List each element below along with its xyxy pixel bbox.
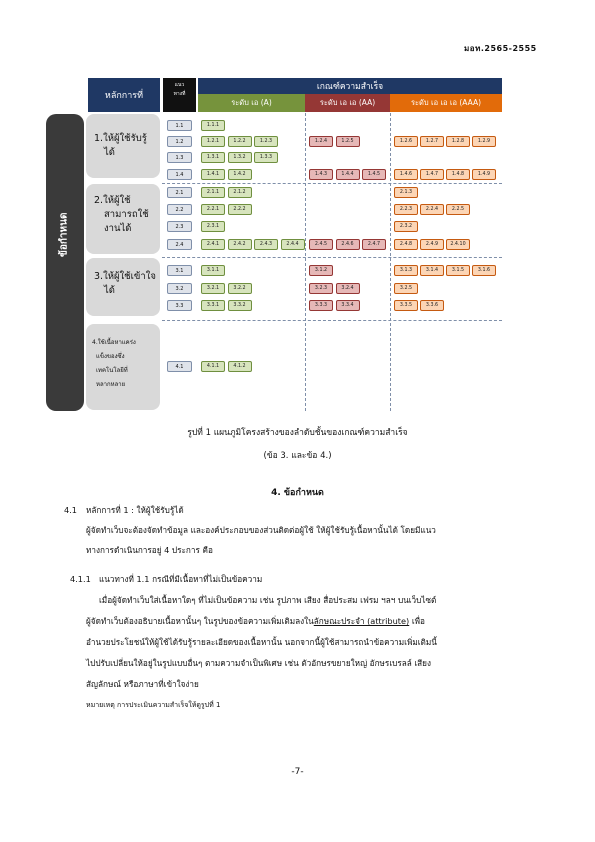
criterion-a-4-1-2: 4.1.2 [228,361,252,372]
criterion-aaa-2-4-10: 2.4.10 [446,239,470,250]
guideline-2-4: 2.4 [167,239,192,250]
principle-1-line2: ได้ [104,147,115,158]
criterion-aaa-1-2-9: 1.2.9 [472,136,496,147]
criterion-a-3-1-1: 3.1.1 [201,265,225,276]
guideline-1-1: 1.1 [167,120,192,131]
guideline-header-line1: แนว [174,82,185,88]
criterion-a-2-4-4: 2.4.4 [281,239,305,250]
paragraph-2-line1: เมื่อผู้จัดทำเว็บใส่เนื้อหาใดๆ ที่ไม่เป็นข้อความ เช่น รูปภาพ เสียง สื่อประสม เฟรม ฯลฯ บนเว็บไซต์ [99,595,437,605]
principle-3-box [86,258,160,316]
criterion-a-1-4-1: 1.4.1 [201,169,225,180]
criterion-aa-3-2-4: 3.2.4 [336,283,360,294]
criteria-header: เกณฑ์ความสำเร็จ [198,78,502,94]
criterion-aaa-1-2-6: 1.2.6 [394,136,418,147]
criterion-aaa-1-4-9: 1.4.9 [472,169,496,180]
criterion-a-1-2-1: 1.2.1 [201,136,225,147]
criterion-a-3-3-2: 3.3.2 [228,300,252,311]
paragraph-2-line5: สัญลักษณ์ หรือภาษาที่เข้าใจง่าย [86,679,199,689]
criterion-aaa-1-2-7: 1.2.7 [420,136,444,147]
criterion-aa-3-3-3: 3.3.3 [309,300,333,311]
criterion-aaa-2-2-3: 2.2.3 [394,204,418,215]
criterion-aaa-2-4-8: 2.4.8 [394,239,418,250]
level-a-header: ระดับ เอ (A) [198,94,305,112]
principle-3-line2: ได้ [104,285,115,296]
criterion-aaa-3-3-5: 3.3.5 [394,300,418,311]
principle-2-box [86,184,160,254]
subsection-number: 4.1 [64,505,78,515]
guideline-1-2: 1.2 [167,136,192,147]
principle-3-line1: 3.ให้ผู้ใช้เข้าใจ [94,271,156,282]
guideline-2-2: 2.2 [167,204,192,215]
subsubsection-number: 4.1.1 [70,574,91,584]
criterion-a-2-3-1: 2.3.1 [201,221,225,232]
principle-2-line1: 2.ให้ผู้ใช้ [94,195,131,206]
criterion-aaa-2-2-4: 2.2.4 [420,204,444,215]
paragraph-1-line1: ผู้จัดทำเว็บจะต้องจัดทำข้อมูล และองค์ประกอบของส่วนติดต่อผู้ใช้ ให้ผู้ใช้รับรู้เนื้อหานั้นได้ โดยมีแนว [86,525,436,535]
criterion-aa-2-4-6: 2.4.6 [336,239,360,250]
guideline-3-1: 3.1 [167,265,192,276]
criterion-a-2-2-1: 2.2.1 [201,204,225,215]
criterion-aa-1-4-4: 1.4.4 [336,169,360,180]
subsection-title: หลักการที่ 1 : ให้ผู้ใช้รับรู้ได้ [86,505,184,515]
criterion-aa-3-1-2: 3.1.2 [309,265,333,276]
criterion-aaa-3-1-3: 3.1.3 [394,265,418,276]
section-title: 4. ข้อกำหนด [271,488,324,498]
criterion-a-1-3-3: 1.3.3 [254,152,278,163]
principle-2-line3: งานได้ [104,223,132,234]
document-code: มอท.2565-2555 [464,44,537,53]
paragraph-2-line3: อำนวยประโยชน์ให้ผู้ใช้ได้รับรู้รายละเอียดของเนื้อหานั้น นอกจากนี้ผู้ใช้สามารถนำข้อความเพิ่มเติมนี้ [86,637,437,647]
principle-4-line2: แข็งของซึ่ง [96,353,125,360]
figure-caption: รูปที่ 1 แผนภูมิโครงสร้างของลำดับชั้นของเกณฑ์ความสำเร็จ [187,428,408,438]
guideline-3-3: 3.3 [167,300,192,311]
criterion-aaa-3-2-5: 3.2.5 [394,283,418,294]
criterion-aa-3-2-3: 3.2.3 [309,283,333,294]
criterion-aaa-1-2-8: 1.2.8 [446,136,470,147]
level-aaa-header: ระดับ เอ เอ เอ (AAA) [390,94,502,112]
criterion-aaa-2-3-2: 2.3.2 [394,221,418,232]
guideline-1-4: 1.4 [167,169,192,180]
principle-1-line1: 1.ให้ผู้ใช้รับรู้ [94,133,147,144]
criterion-a-1-1-1: 1.1.1 [201,120,225,131]
separator-group2 [162,257,502,258]
guideline-1-3: 1.3 [167,152,192,163]
paragraph-2-line2-text: ผู้จัดทำเว็บต้องอธิบายเนื้อหานั้นๆ ในรูปของข้อความเพิ่มเติมลงใน [86,616,314,626]
principle-1-box [86,114,160,178]
criterion-aaa-3-1-5: 3.1.5 [446,265,470,276]
separator-aa-aaa [390,113,391,411]
criterion-aaa-3-3-6: 3.3.6 [420,300,444,311]
criterion-aaa-1-4-7: 1.4.7 [420,169,444,180]
criterion-aaa-3-1-6: 3.1.6 [472,265,496,276]
criterion-aa-1-4-5: 1.4.5 [362,169,386,180]
principle-4-line4: หลากหลาย [96,381,126,388]
criterion-aaa-1-4-8: 1.4.8 [446,169,470,180]
criterion-a-3-3-1: 3.3.1 [201,300,225,311]
paragraph-2-line2-tail: เพื่อ [409,616,425,626]
criterion-a-2-1-2: 2.1.2 [228,187,252,198]
criterion-aaa-1-4-6: 1.4.6 [394,169,418,180]
guideline-column-header [163,78,196,112]
principle-4-line3: เทคโนโลยีที่ [96,367,128,374]
principle-header: หลักการที่ [88,78,160,112]
criterion-a-2-4-1: 2.4.1 [201,239,225,250]
criterion-aa-2-4-5: 2.4.5 [309,239,333,250]
attribute-term: ลักษณะประจำ (attribute) [313,616,410,626]
paragraph-2-line4: ไปปรับเปลี่ยนให้อยู่ในรูปแบบอื่นๆ ตามความจำเป็นพิเศษ เช่น ตัวอักษรขยายใหญ่ อักษรเบรลล์ เสียง [86,658,431,668]
paragraph-2-line2 [86,611,425,631]
guideline-4-1: 4.1 [167,361,192,372]
criterion-aa-1-2-5: 1.2.5 [336,136,360,147]
criterion-aaa-2-1-3: 2.1.3 [394,187,418,198]
criterion-a-2-4-2: 2.4.2 [228,239,252,250]
criterion-a-1-4-2: 1.4.2 [228,169,252,180]
criterion-a-2-2-2: 2.2.2 [228,204,252,215]
criterion-aaa-2-2-5: 2.2.5 [446,204,470,215]
principle-4-line1: 4.ใช้เนื้อหาแคร่ง [92,339,136,346]
criterion-aa-3-3-4: 3.3.4 [336,300,360,311]
criterion-a-2-4-3: 2.4.3 [254,239,278,250]
criterion-aaa-2-4-9: 2.4.9 [420,239,444,250]
page-number: -7- [291,767,304,777]
criterion-a-1-2-2: 1.2.2 [228,136,252,147]
subsubsection-title: แนวทางที่ 1.1 กรณีที่มีเนื้อหาที่ไม่เป็นข้อความ [99,574,263,584]
guideline-header-line2: ทางที่ [173,91,186,97]
separator-group3 [162,320,502,321]
criterion-aa-2-4-7: 2.4.7 [362,239,386,250]
figure-caption-sub: (ข้อ 3. และข้อ 4.) [263,451,332,461]
level-aa-header: ระดับ เอ เอ (AA) [305,94,390,112]
criterion-a-1-2-3: 1.2.3 [254,136,278,147]
principle-4-box [86,324,160,410]
criterion-aaa-3-1-4: 3.1.4 [420,265,444,276]
criterion-a-1-3-2: 1.3.2 [228,152,252,163]
criterion-a-3-2-2: 3.2.2 [228,283,252,294]
criterion-aa-1-2-4: 1.2.4 [309,136,333,147]
principle-2-line2: สามารถใช้ [104,209,149,220]
guideline-2-3: 2.3 [167,221,192,232]
note: หมายเหตุ การประเมินความสำเร็จให้ดูรูปที่ 1 [86,701,221,709]
paragraph-1-line2: ทางการดำเนินการอยู่ 4 ประการ คือ [86,545,213,555]
criterion-a-4-1-1: 4.1.1 [201,361,225,372]
separator-group1 [162,183,502,184]
guideline-2-1: 2.1 [167,187,192,198]
separator-a-aa [305,113,306,411]
guideline-3-2: 3.2 [167,283,192,294]
requirements-sidebar-label: ข้อกำหนด [58,212,70,258]
criterion-a-3-2-1: 3.2.1 [201,283,225,294]
criterion-a-1-3-1: 1.3.1 [201,152,225,163]
criterion-a-2-1-1: 2.1.1 [201,187,225,198]
criterion-aa-1-4-3: 1.4.3 [309,169,333,180]
